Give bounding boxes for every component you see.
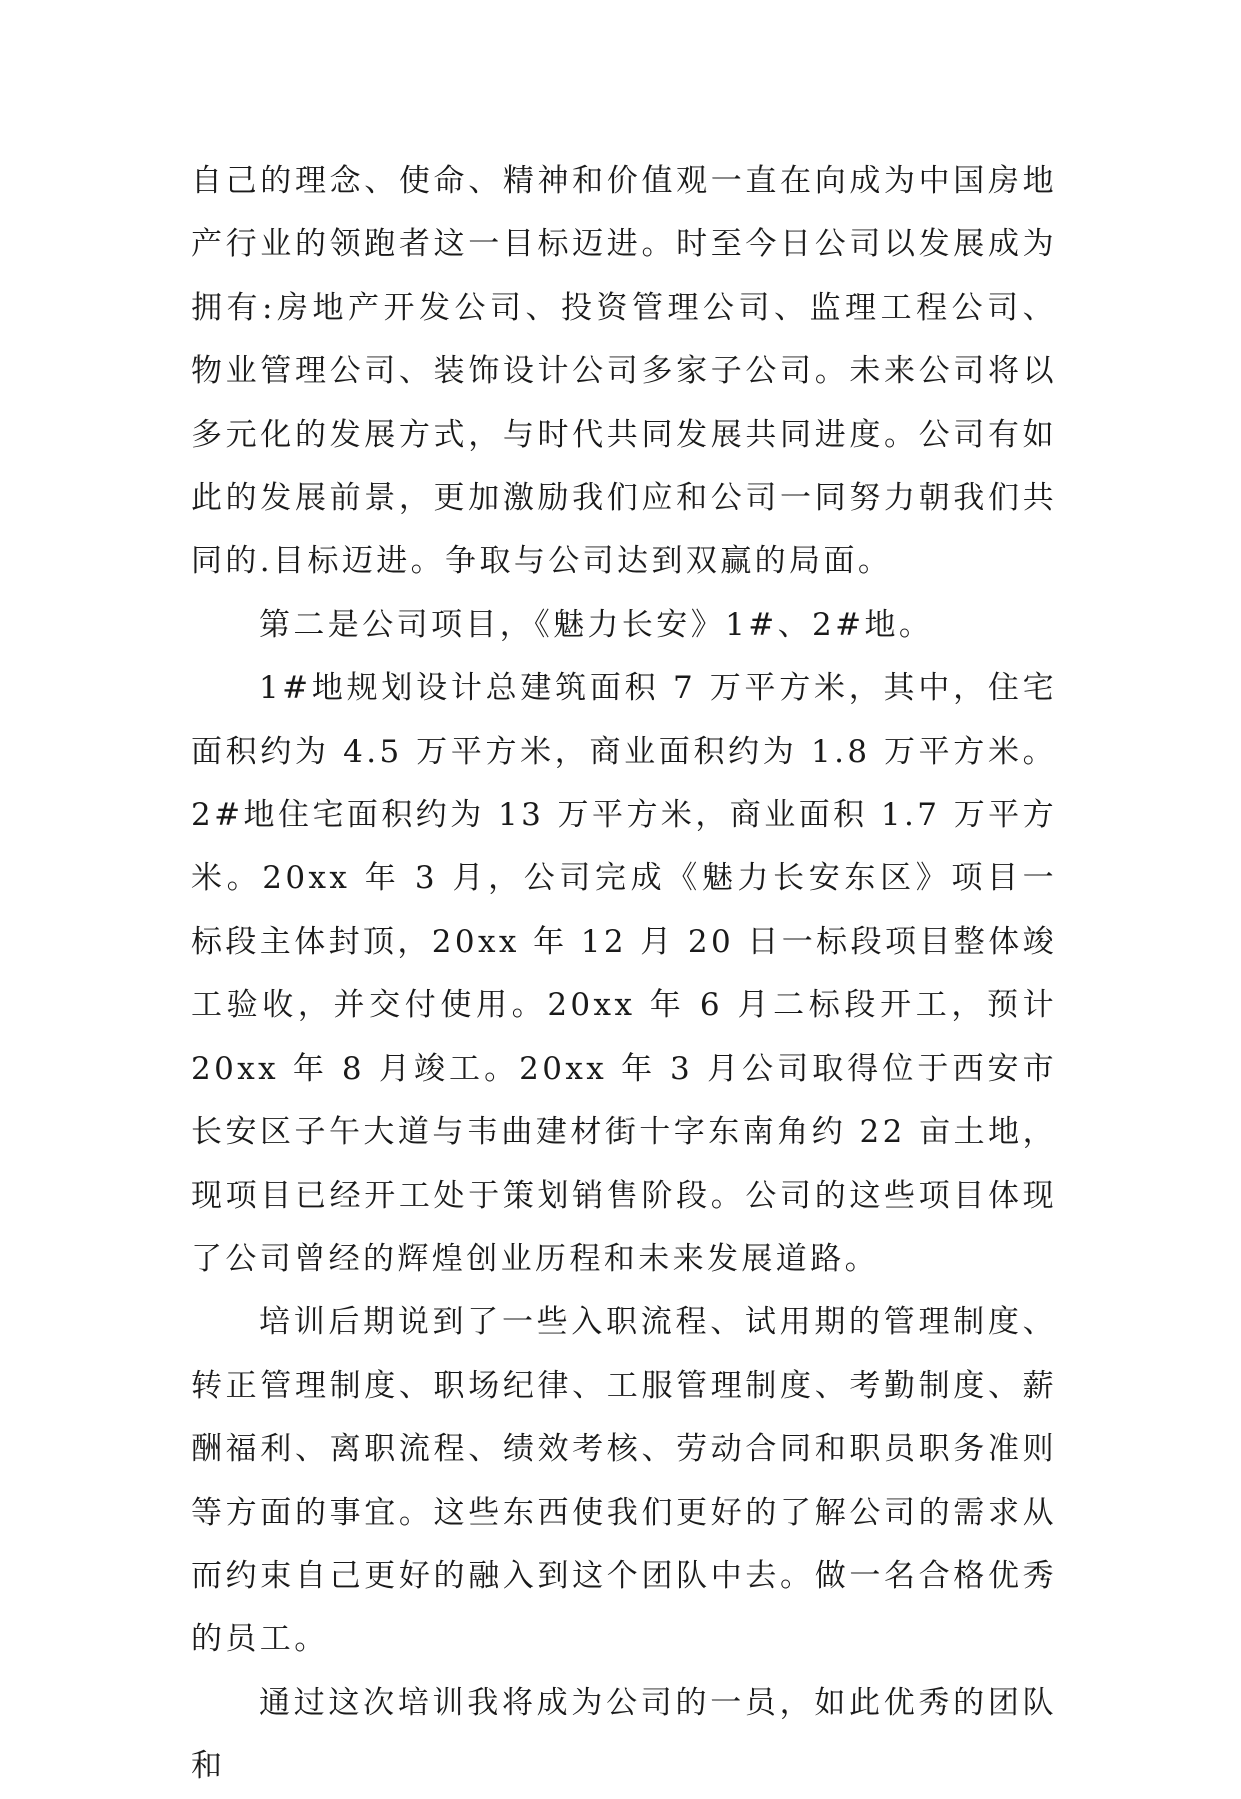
paragraph-training-rules: 培训后期说到了一些入职流程、试用期的管理制度、转正管理制度、职场纪律、工服管理制度、考勤制度、薪酬福利、离职流程、绩效考核、劳动合同和职员职务准则等方面的事宜。这些东西使我们更好的了解公司的需求从而约束自己更好的融入到这个团队中去。做一名合格优秀的员工。: [191, 1304, 1057, 1658]
paragraph-company-overview: 自己的理念、使命、精神和价值观一直在向成为中国房地产行业的领跑者这一目标迈进。时至今日公司以发展成为拥有:房地产开发公司、投资管理公司、监理工程公司、物业管理公司、装饰设计公司多家子公司。未来公司将以多元化的发展方式，与时代共同发展共同进度。公司有如此的发展前景，更加激励我们应和公司一同努力朝我们共同的.目标迈进。争取与公司达到双赢的局面。: [191, 163, 1057, 580]
paragraph-conclusion: 通过这次培训我将成为公司的一员，如此优秀的团队和: [191, 1684, 1057, 1785]
paragraph-project-heading: 第二是公司项目，《魅力长安》1#、2#地。: [259, 606, 934, 643]
paragraph-project-details: 1#地规划设计总建筑面积 7 万平方米，其中，住宅面积约为 4.5 万平方米，商业面积约为 1.8 万平方米。2#地住宅面积约为 13 万平方米，商业面积 1.7 万平方米。20xx 年 3 月，公司完成《魅力长安东区》项目一标段主体封顶，20xx 年 12 月 20 日一标段项目整体竣工验收，并交付使用。20xx 年 6 月二标段开工，预计 20xx 年 8 月竣工。20xx 年 3 月公司取得位于西安市长安区子午大道与韦曲建材街十字东南角约 22 亩土地，现项目已经开工处于策划销售阶段。公司的这些项目体现了公司曾经的辉煌创业历程和未来发展道路。: [191, 670, 1057, 1277]
document-body: [191, 150, 1057, 1799]
